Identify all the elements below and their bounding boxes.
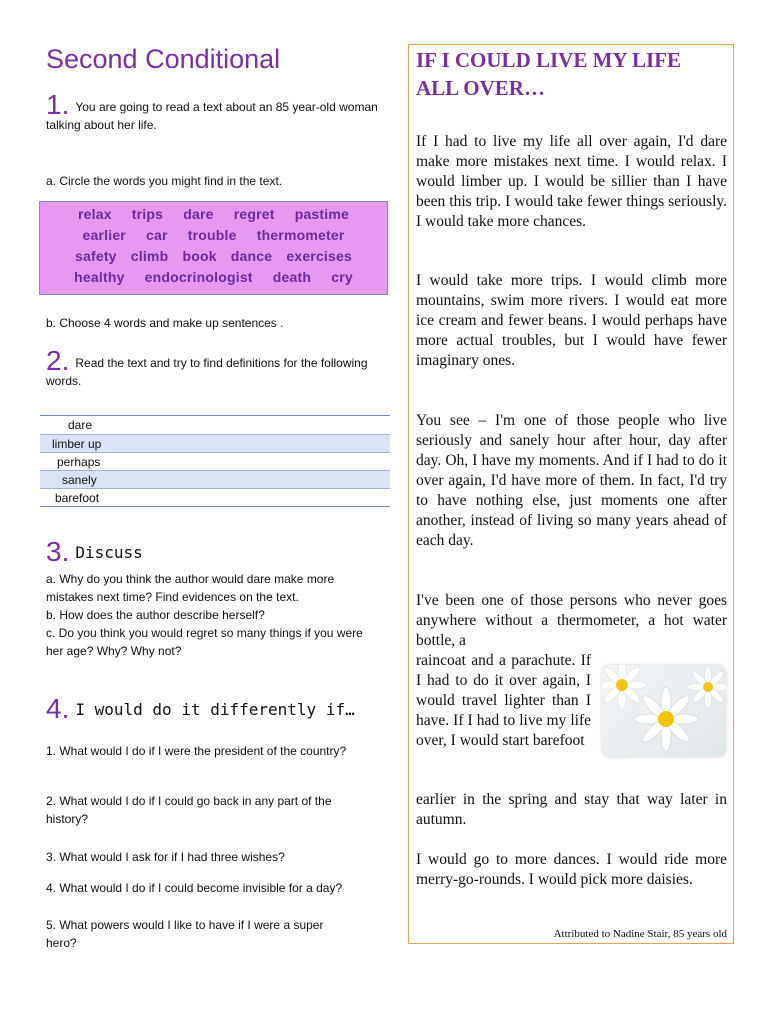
word[interactable]: book xyxy=(182,248,217,264)
def-word: dare xyxy=(68,418,93,432)
section-1-intro xyxy=(46,89,386,134)
section-4-number: 4. xyxy=(46,693,70,724)
daisy-image xyxy=(602,665,726,757)
word-row-3 xyxy=(40,248,387,264)
question: b. How does the author describe herself? xyxy=(46,608,265,622)
definitions-table xyxy=(40,415,390,507)
word-row-4 xyxy=(40,269,387,285)
section-1-a: a. Circle the words you might find in the text. xyxy=(46,174,283,188)
word[interactable]: earlier xyxy=(82,227,126,243)
table-row xyxy=(40,416,390,434)
section-4-title: I would do it differently if… xyxy=(75,700,355,719)
section-3-heading xyxy=(46,536,143,568)
word[interactable]: exercises xyxy=(286,248,352,264)
section-3-questions xyxy=(46,570,376,660)
table-row xyxy=(40,488,390,506)
section-4-heading xyxy=(46,693,355,725)
paragraph-4a: I've been one of those persons who never goes anywhere without a thermometer, a hot water bottle, a xyxy=(416,592,727,649)
word[interactable]: dare xyxy=(183,206,214,222)
word[interactable]: dance xyxy=(230,248,273,264)
question: 3. What would I ask for if I had three wishes? xyxy=(46,850,285,864)
paragraph-4c: earlier in the spring and stay that way later in autumn. xyxy=(416,791,727,828)
word[interactable]: thermometer xyxy=(256,227,345,243)
def-word: limber up xyxy=(52,437,102,451)
word[interactable]: pastime xyxy=(294,206,349,222)
section-2-number: 2. xyxy=(46,345,70,376)
word[interactable]: trouble xyxy=(187,227,237,243)
word[interactable]: endocrinologist xyxy=(144,269,253,285)
word[interactable]: car xyxy=(146,227,168,243)
paragraph-3: You see – I'm one of those people who live seriously and sanely hour after hour, day after day. Oh, I have my moments. And if I had to do it over again, I'd have more of them. In fact, I'd try to have nothing else, just moments one after another, instead of living so many years ahead of each day. xyxy=(416,412,727,549)
question: 2. What would I do if I could go back in any part of the history? xyxy=(46,794,332,826)
section-2-text: Read the text and try to find definitions for the following words. xyxy=(46,356,368,388)
table-row xyxy=(40,470,390,488)
paragraph-5: I would go to more dances. I would ride more merry-go-rounds. I would pick more daisies. xyxy=(416,851,727,888)
section-1-number: 1. xyxy=(46,89,70,120)
paragraph-2: I would take more trips. I would climb more mountains, swim more rivers. I would eat more ice cream and fewer beans. I would perhaps have more actual troubles, but I would have fewer imaginary ones. xyxy=(416,272,727,369)
word-box xyxy=(39,201,388,295)
question: c. Do you think you would regret so many things if you were her age? Why? Why not? xyxy=(46,626,363,658)
section-1-text: You are going to read a text about an 85 year-old woman talking about her life. xyxy=(46,100,378,132)
table-row xyxy=(40,434,390,452)
word-row-2 xyxy=(40,227,387,243)
section-3-title: Discuss xyxy=(75,543,143,562)
section-2-intro xyxy=(46,345,376,390)
word[interactable]: healthy xyxy=(74,269,125,285)
def-word: perhaps xyxy=(57,455,101,469)
word-row-1 xyxy=(40,206,387,222)
table-row xyxy=(40,452,390,470)
attribution: Attributed to Nadine Stair, 85 years old xyxy=(553,928,727,940)
section-1-b: b. Choose 4 words and make up sentences . xyxy=(46,316,284,330)
section-3-number: 3. xyxy=(46,536,70,567)
paragraph-1: If I had to live my life all over again, I'd dare make more mistakes next time. I would relax. I would limber up. I would be sillier than I have been this trip. I would take fewer things seriously. I would take more chances. xyxy=(416,133,727,230)
word[interactable]: relax xyxy=(78,206,112,222)
question: 5. What powers would I like to have if I were a super hero? xyxy=(46,918,324,950)
reading-title: IF I COULD LIVE MY LIFE ALL OVER… xyxy=(416,48,682,100)
paragraph-4b: raincoat and a parachute. If I had to do it over again, I would travel lighter than I have. If I had to live my life over, I would start barefoot xyxy=(416,652,591,749)
word[interactable]: cry xyxy=(331,269,353,285)
word[interactable]: safety xyxy=(75,248,117,264)
question: 4. What would I do if I could become invisible for a day? xyxy=(46,881,343,895)
page-title: Second Conditional xyxy=(46,44,281,74)
question: a. Why do you think the author would dare make more mistakes next time? Find evidences on the text. xyxy=(46,572,335,604)
word[interactable]: climb xyxy=(130,248,169,264)
word[interactable]: trips xyxy=(131,206,164,222)
question: 1. What would I do if I were the president of the country? xyxy=(46,744,347,758)
word[interactable]: regret xyxy=(233,206,275,222)
def-word: sanely xyxy=(62,473,97,487)
def-word: barefoot xyxy=(55,491,100,505)
word[interactable]: death xyxy=(272,269,312,285)
